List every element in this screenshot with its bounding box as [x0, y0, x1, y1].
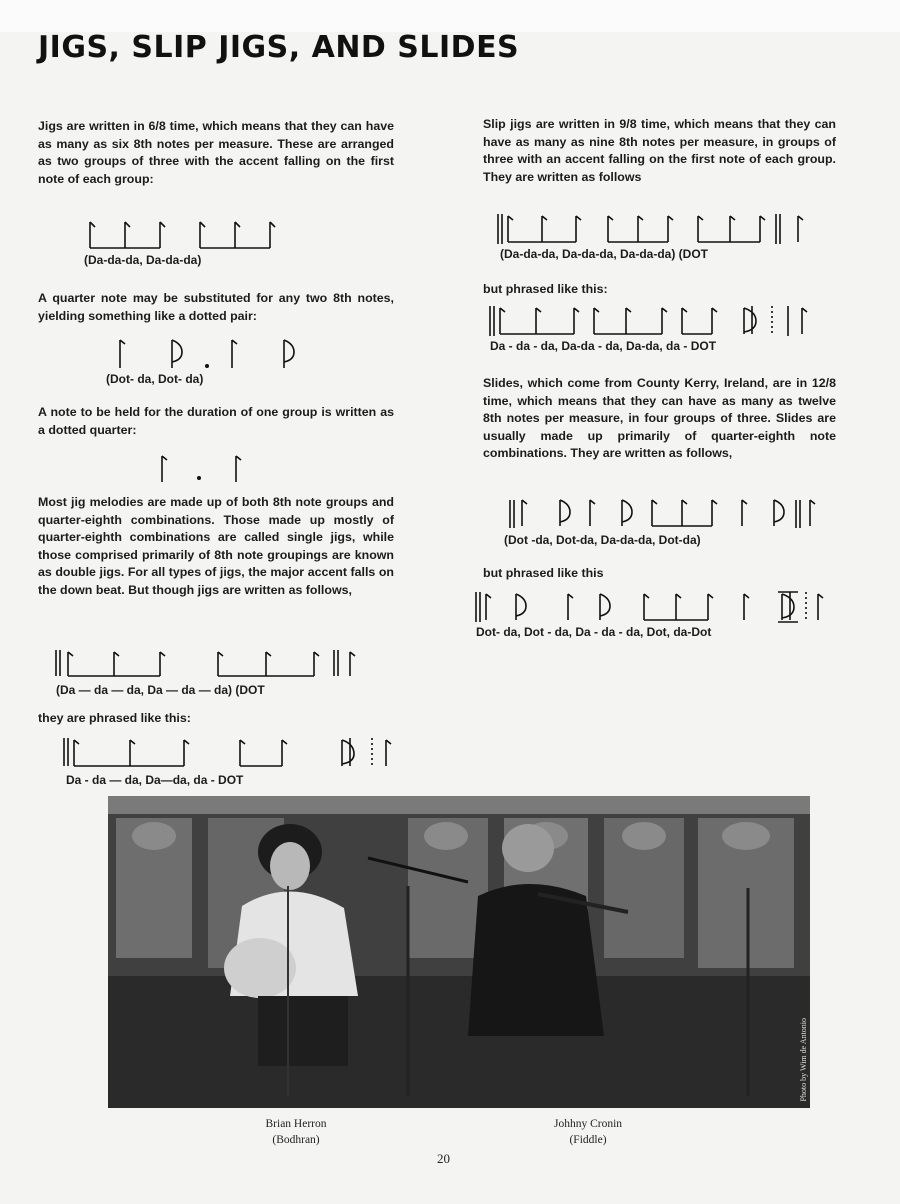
right-para-phrased: but phrased like this: [483, 282, 608, 296]
jig-eighth-groups-notation [84, 214, 284, 250]
left-para-dotted-quarter: A note to be held for the duration of one group is written as a dotted quarter: [38, 405, 394, 437]
jig-phrased-notation [60, 734, 400, 768]
slide-written-notation [504, 494, 824, 530]
jig-written-notation [52, 646, 362, 678]
caption-left-role: (Bodhran) [272, 1134, 320, 1146]
musicians-photo-illustration [108, 796, 810, 1108]
jig-phrased-label: Da - da — da, Da—da, da - DOT [66, 773, 244, 787]
caption-left [236, 1116, 356, 1148]
musicians-photo [108, 796, 810, 1108]
jig-written-label: (Da — da — da, Da — da — da) (DOT [56, 683, 265, 697]
right-para-slides: Slides, which come from County Kerry, Ireland, are in 12/8 time, which means that they can have as many as twelve 8th notes per measure, in four groups of three. Slides are usually made up primarily of quarter-eighth note combinations. They are written as follows, [483, 376, 836, 460]
dotted-pair-label: (Dot- da, Dot- da) [106, 372, 204, 386]
left-para-jig-melodies: Most jig melodies are made up of both 8th note groups and quarter-eighth combinations. Those made up mostly of quarter-eighth combinations are called single jigs, while those comprised primarily of 8th note groupings are known as double jigs. For all types of jigs, the major accent falls on the down beat. But though jigs are written as follows, [38, 495, 394, 597]
left-para-quarter-note: A quarter note may be substituted for any two 8th notes, yielding something like a dotted pair: [38, 291, 394, 323]
page-number: 20 [437, 1151, 450, 1166]
dotted-pair-notation [110, 334, 310, 370]
jig-groups-label: (Da-da-da, Da-da-da) [84, 253, 202, 267]
caption-right-name: Johhny Cronin [553, 1118, 623, 1130]
right-para-slip-jigs: Slip jigs are written in 9/8 time, which means that they can have as many as nine 8th notes per measure, in groups of three with an accent falling on the first note of each group. They are written as follows [483, 117, 836, 184]
photo-credit: Photo by Wim de Antonio [799, 1018, 808, 1102]
slip-jig-written-label: (Da-da-da, Da-da-da, Da-da-da) (DOT [500, 247, 709, 261]
dotted-quarter-notation [150, 450, 260, 484]
caption-right [528, 1116, 648, 1148]
caption-left-name: Brian Herron [265, 1118, 327, 1130]
top-margin-band [0, 0, 900, 32]
right-para-slides-phrased: but phrased like this [483, 566, 604, 580]
left-para-jigs-intro: Jigs are written in 6/8 time, which means that they can have as many as six 8th notes per measure. These are arranged as two groups of three with the accent falling on the first note of each group: [38, 119, 394, 186]
caption-right-role: (Fiddle) [569, 1134, 607, 1146]
slide-written-label: (Dot -da, Dot-da, Da-da-da, Dot-da) [504, 533, 701, 547]
slip-jig-written-notation [494, 208, 824, 246]
slide-phrased-notation [472, 586, 832, 624]
slip-jig-phrased-label: Da - da - da, Da-da - da, Da-da, da - DOT [490, 339, 717, 353]
page-title: JIGS, SLIP JIGS, AND SLIDES [38, 30, 520, 65]
left-para-phrased: they are phrased like this: [38, 711, 191, 725]
slide-phrased-label: Dot- da, Dot - da, Da - da - da, Dot, da-Dot [476, 625, 712, 639]
slip-jig-phrased-notation [486, 300, 826, 340]
